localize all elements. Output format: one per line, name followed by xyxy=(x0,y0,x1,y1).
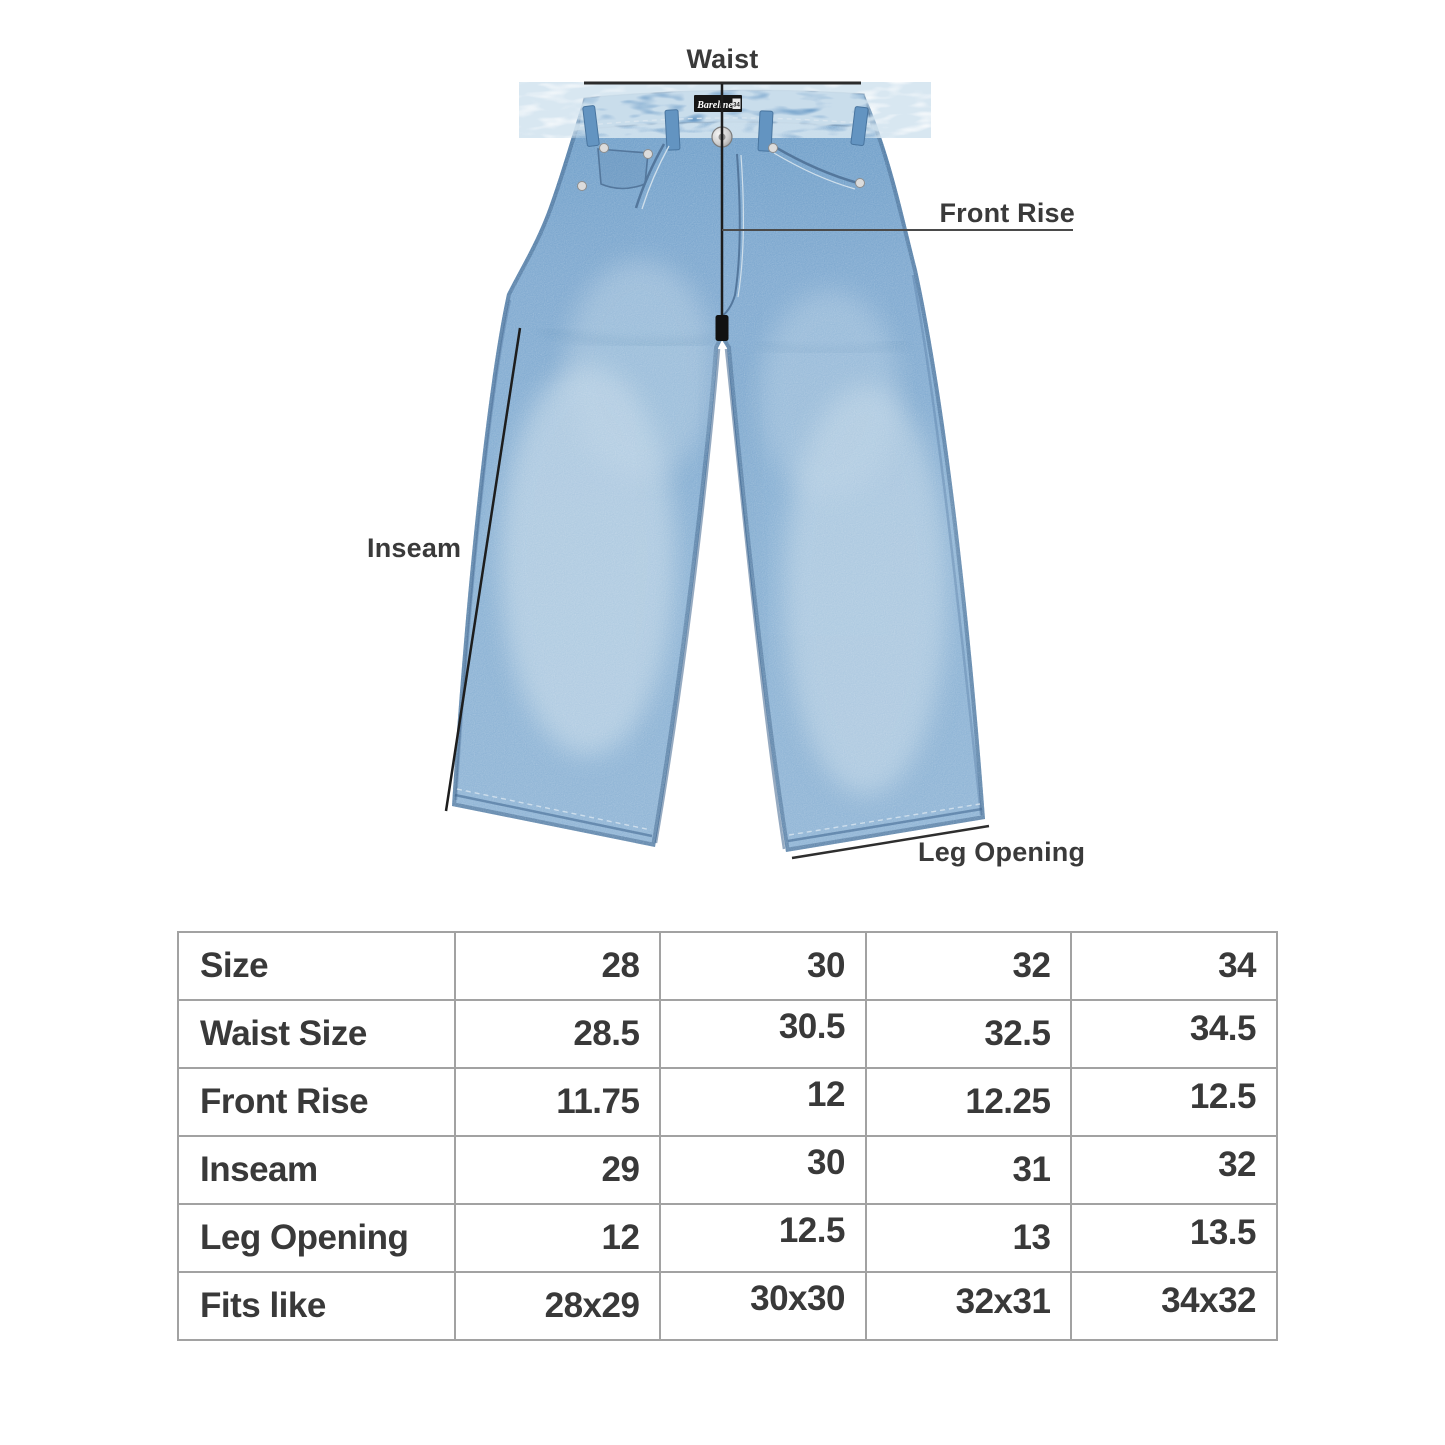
brand-label-text: Bareline xyxy=(697,100,733,111)
cell-value: 30.5 xyxy=(660,993,866,1061)
cell-value: 32.5 xyxy=(866,1000,1072,1068)
table-row-fits-like xyxy=(178,1272,1277,1340)
front-rise-end-marker xyxy=(716,315,729,341)
table-row-leg-opening xyxy=(178,1204,1277,1272)
row-label: Leg Opening xyxy=(178,1204,455,1272)
row-label: Fits like xyxy=(178,1272,455,1340)
coin-pocket xyxy=(598,149,648,189)
cell-value: 32 xyxy=(866,932,1072,1000)
cell-value: 12.5 xyxy=(1071,1063,1277,1131)
cell-value: 32x31 xyxy=(866,1268,1072,1336)
table-row-front-rise xyxy=(178,1068,1277,1136)
cell-value: 29 xyxy=(455,1136,661,1204)
cell-value: 28x29 xyxy=(455,1272,661,1340)
row-label: Front Rise xyxy=(178,1068,455,1136)
cell-value: 12 xyxy=(660,1061,866,1129)
front-rise-label: Front Rise xyxy=(939,198,1075,228)
cell-value: 30 xyxy=(660,1129,866,1197)
cell-value: 11.75 xyxy=(455,1068,661,1136)
leg-opening-label: Leg Opening xyxy=(918,837,1086,867)
cell-value: 12.25 xyxy=(866,1068,1072,1136)
cell-value: 34x32 xyxy=(1071,1267,1277,1335)
cell-value: 28.5 xyxy=(455,1000,661,1068)
size-table xyxy=(177,931,1278,1341)
cell-value: 30 xyxy=(660,932,866,1000)
cell-value: 13.5 xyxy=(1071,1199,1277,1267)
cell-value: 31 xyxy=(866,1136,1072,1204)
inseam-label: Inseam xyxy=(367,533,462,563)
cell-value: 12 xyxy=(455,1204,661,1272)
table-row-inseam xyxy=(178,1136,1277,1204)
cell-value: 12.5 xyxy=(660,1197,866,1265)
brand-label xyxy=(694,95,742,112)
row-label: Waist Size xyxy=(178,1000,455,1068)
cell-value: 32 xyxy=(1071,1131,1277,1199)
row-label: Size xyxy=(178,932,455,1000)
cell-value: 13 xyxy=(866,1204,1072,1272)
table-row-waist-size xyxy=(178,1000,1277,1068)
cell-value: 34 xyxy=(1071,932,1277,1000)
cell-value: 30x30 xyxy=(660,1265,866,1333)
cell-value: 34.5 xyxy=(1071,995,1277,1063)
size-tag-text: 34 xyxy=(733,102,740,109)
row-label: Inseam xyxy=(178,1136,455,1204)
waist-label: Waist xyxy=(686,44,759,74)
cell-value: 28 xyxy=(455,932,661,1000)
table-row-size xyxy=(178,932,1277,1000)
